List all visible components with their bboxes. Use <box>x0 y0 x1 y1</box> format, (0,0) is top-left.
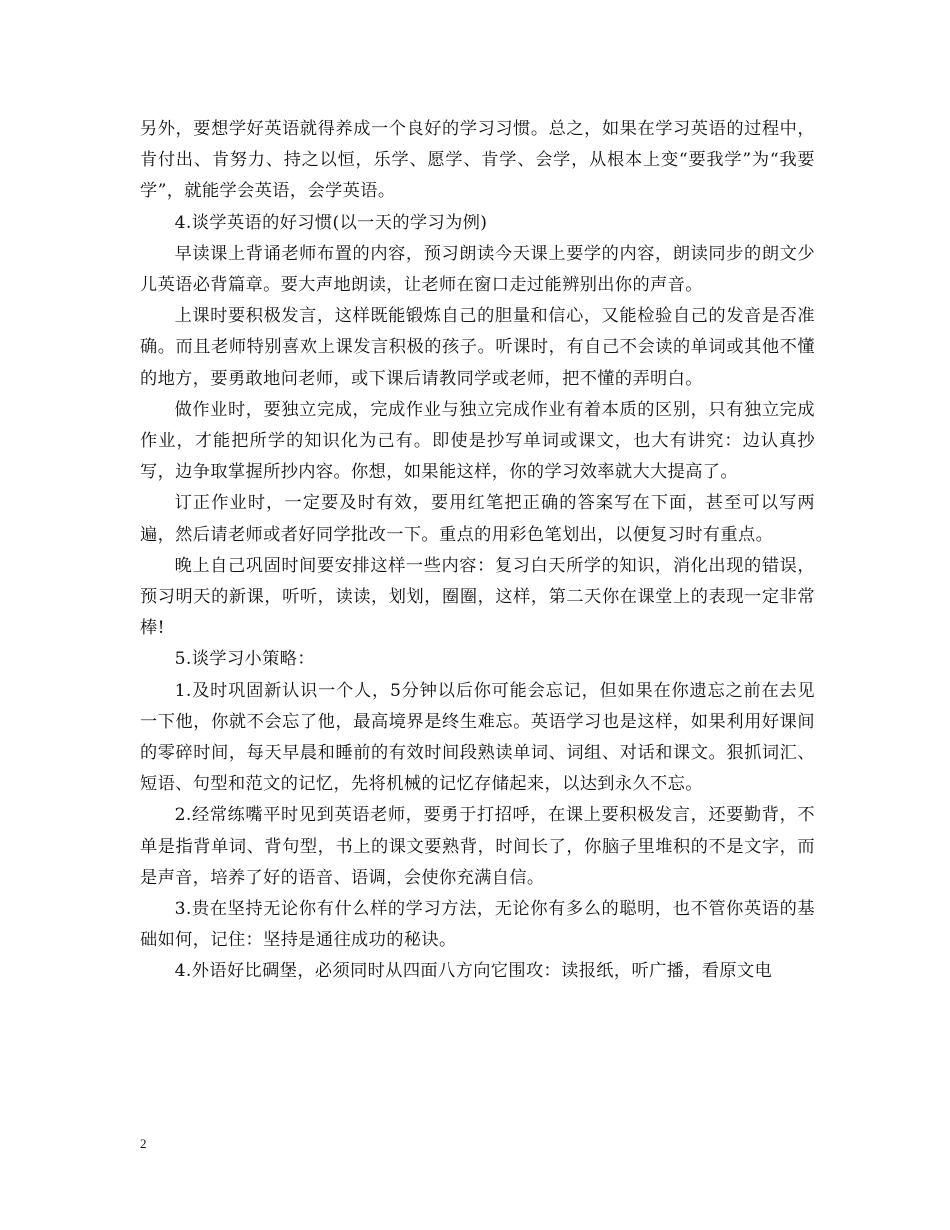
paragraph: 早读课上背诵老师布置的内容，预习朗读今天课上要学的内容，朗读同步的朗文少儿英语必背篇章。要大声地朗读，让老师在窗口走过能辨别出你的声音。 <box>140 243 815 296</box>
page-number: 2 <box>140 1136 147 1151</box>
paragraph: 做作业时，要独立完成，完成作业与独立完成作业有着本质的区别，只有独立完成作业，才能把所学的知识化为己有。即使是抄写单词或课文，也大有讲究：边认真抄写，边争取掌握所抄内容。你想，如果能这样，你的学习效率就大大提高了。 <box>140 399 815 483</box>
paragraph: 1.及时巩固新认识一个人，5分钟以后你可能会忘记，但如果在你遗忘之前在去见一下他，你就不会忘了他，最高境界是终生难忘。英语学习也是这样，如果利用好课间的零碎时间，每天早晨和睡前的有效时间段熟读单词、词组、对话和课文。狠抓词汇、短语、句型和范文的记忆，先将机械的记忆存储起来，以达到永久不忘。 <box>140 680 815 795</box>
paragraph: 另外，要想学好英语就得养成一个良好的学习习惯。总之，如果在学习英语的过程中，肯付出、肯努力、持之以恒，乐学、愿学、肯学、会学，从根本上变“要我学”为“我要学”，就能学会英语，会学英语。 <box>140 119 815 202</box>
paragraph: 上课时要积极发言，这样既能锻炼自己的胆量和信心，又能检验自己的发音是否准确。而且老师特别喜欢上课发言积极的孩子。听课时，有自己不会读的单词或其他不懂的地方，要勇敢地问老师，或下课后请教同学或老师，把不懂的弄明白。 <box>140 306 815 389</box>
section-heading: 5.谈学习小策略： <box>174 649 315 670</box>
document-body <box>140 114 815 988</box>
paragraph: 4.外语好比碉堡，必须同时从四面八方向它围攻：读报纸，听广播，看原文电 <box>174 961 773 982</box>
paragraph: 2.经常练嘴平时见到英语老师，要勇于打招呼，在课上要积极发言，还要勤背，不单是指背单词、背句型，书上的课文要熟背，时间长了，你脑子里堆积的不是文字，而是声音，培养了好的语音、语调，会使你充满自信。 <box>140 805 815 888</box>
section-heading: 4.谈学英语的好习惯(以一天的学习为例) <box>174 212 488 233</box>
paragraph: 3.贵在坚持无论你有什么样的学习方法，无论你有多么的聪明，也不管你英语的基础如何，记住：坚持是通往成功的秘诀。 <box>140 899 815 951</box>
paragraph: 订正作业时，一定要及时有效，要用红笔把正确的答案写在下面，甚至可以写两遍，然后请老师或者好同学批改一下。重点的用彩色笔划出，以便复习时有重点。 <box>140 493 815 545</box>
paragraph: 晚上自己巩固时间要安排这样一些内容：复习白天所学的知识，消化出现的错误，预习明天的新课，听听，读读，划划，圈圈，这样，第二天你在课堂上的表现一定非常棒! <box>140 555 815 639</box>
